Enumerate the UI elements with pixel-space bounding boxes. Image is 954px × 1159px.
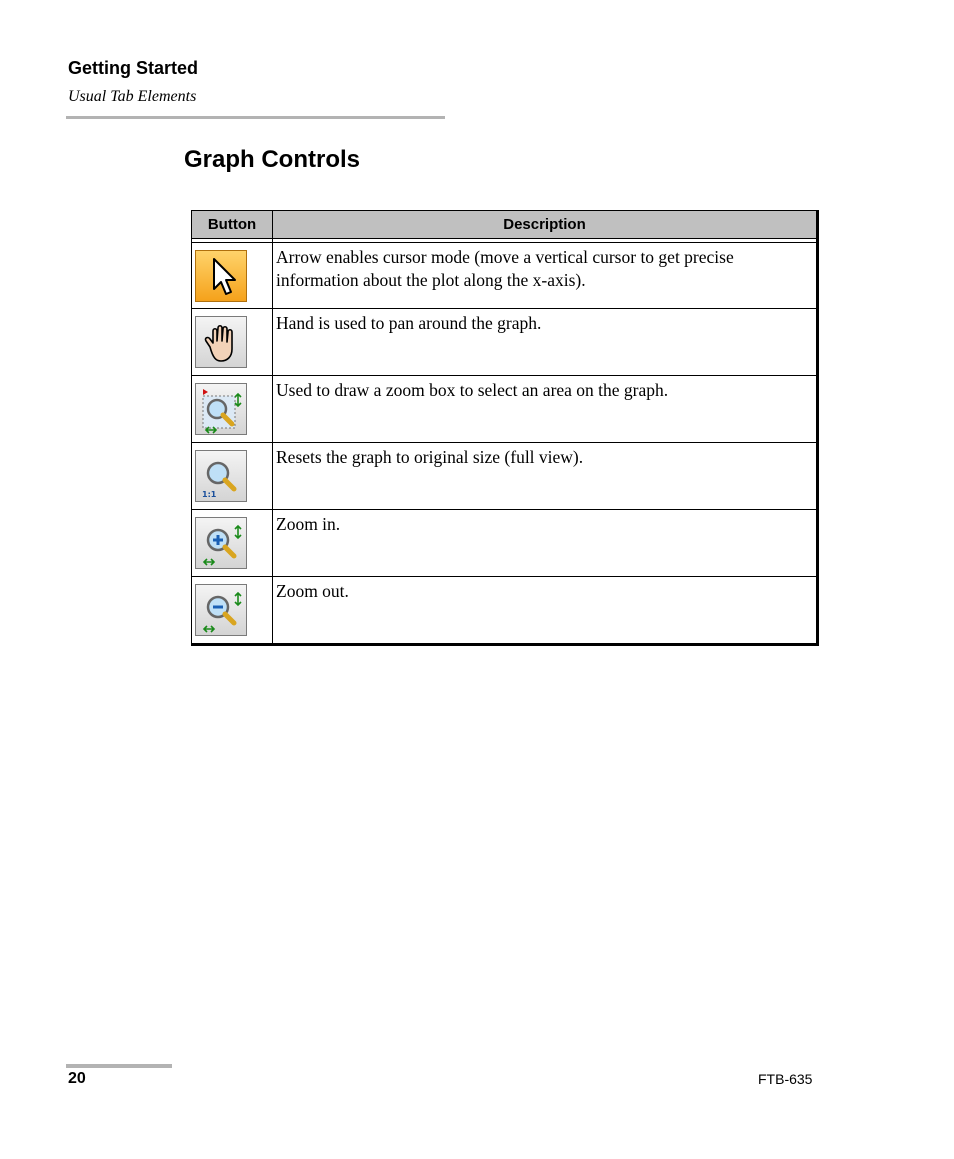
product-name: FTB-635 [758,1071,813,1087]
page-number: 20 [68,1070,86,1087]
page-title: Graph Controls [184,146,361,173]
table-row [192,510,818,577]
graph-controls-table [191,210,819,646]
arrow-cursor-icon [214,259,235,294]
zoom-out-icon [204,593,241,632]
zoom-in-button[interactable] [195,517,247,569]
zoom-box-button[interactable] [195,383,247,435]
table-row [192,577,818,645]
table-row [192,443,818,510]
description-cell: Arrow enables cursor mode (move a vertical cursor to get precise information about the plot along the x-axis). [273,243,818,309]
hand-pan-button[interactable] [195,316,247,368]
footer-divider [66,1064,172,1068]
description-cell: Zoom out. [273,577,818,645]
column-header-description: Description [273,211,818,239]
zoom-in-icon [204,526,241,565]
zoom-reset-button[interactable] [195,450,247,502]
table-row [192,309,818,376]
description-cell: Hand is used to pan around the graph. [273,309,818,376]
column-header-button: Button [192,211,273,239]
description-cell: Zoom in. [273,510,818,577]
section-subtitle: Usual Tab Elements [68,88,197,105]
arrow-cursor-button[interactable] [195,250,247,302]
reset-ratio-label: 1:1 [202,490,217,499]
table-row [192,376,818,443]
table-row [192,243,818,309]
description-cell: Resets the graph to original size (full view). [273,443,818,510]
chapter-title: Getting Started [68,58,199,78]
zoom-reset-icon [202,463,234,499]
zoom-box-icon [203,389,241,433]
description-cell: Used to draw a zoom box to select an area on the graph. [273,376,818,443]
zoom-out-button[interactable] [195,584,247,636]
header-divider [66,116,445,119]
hand-pan-icon [205,326,232,361]
